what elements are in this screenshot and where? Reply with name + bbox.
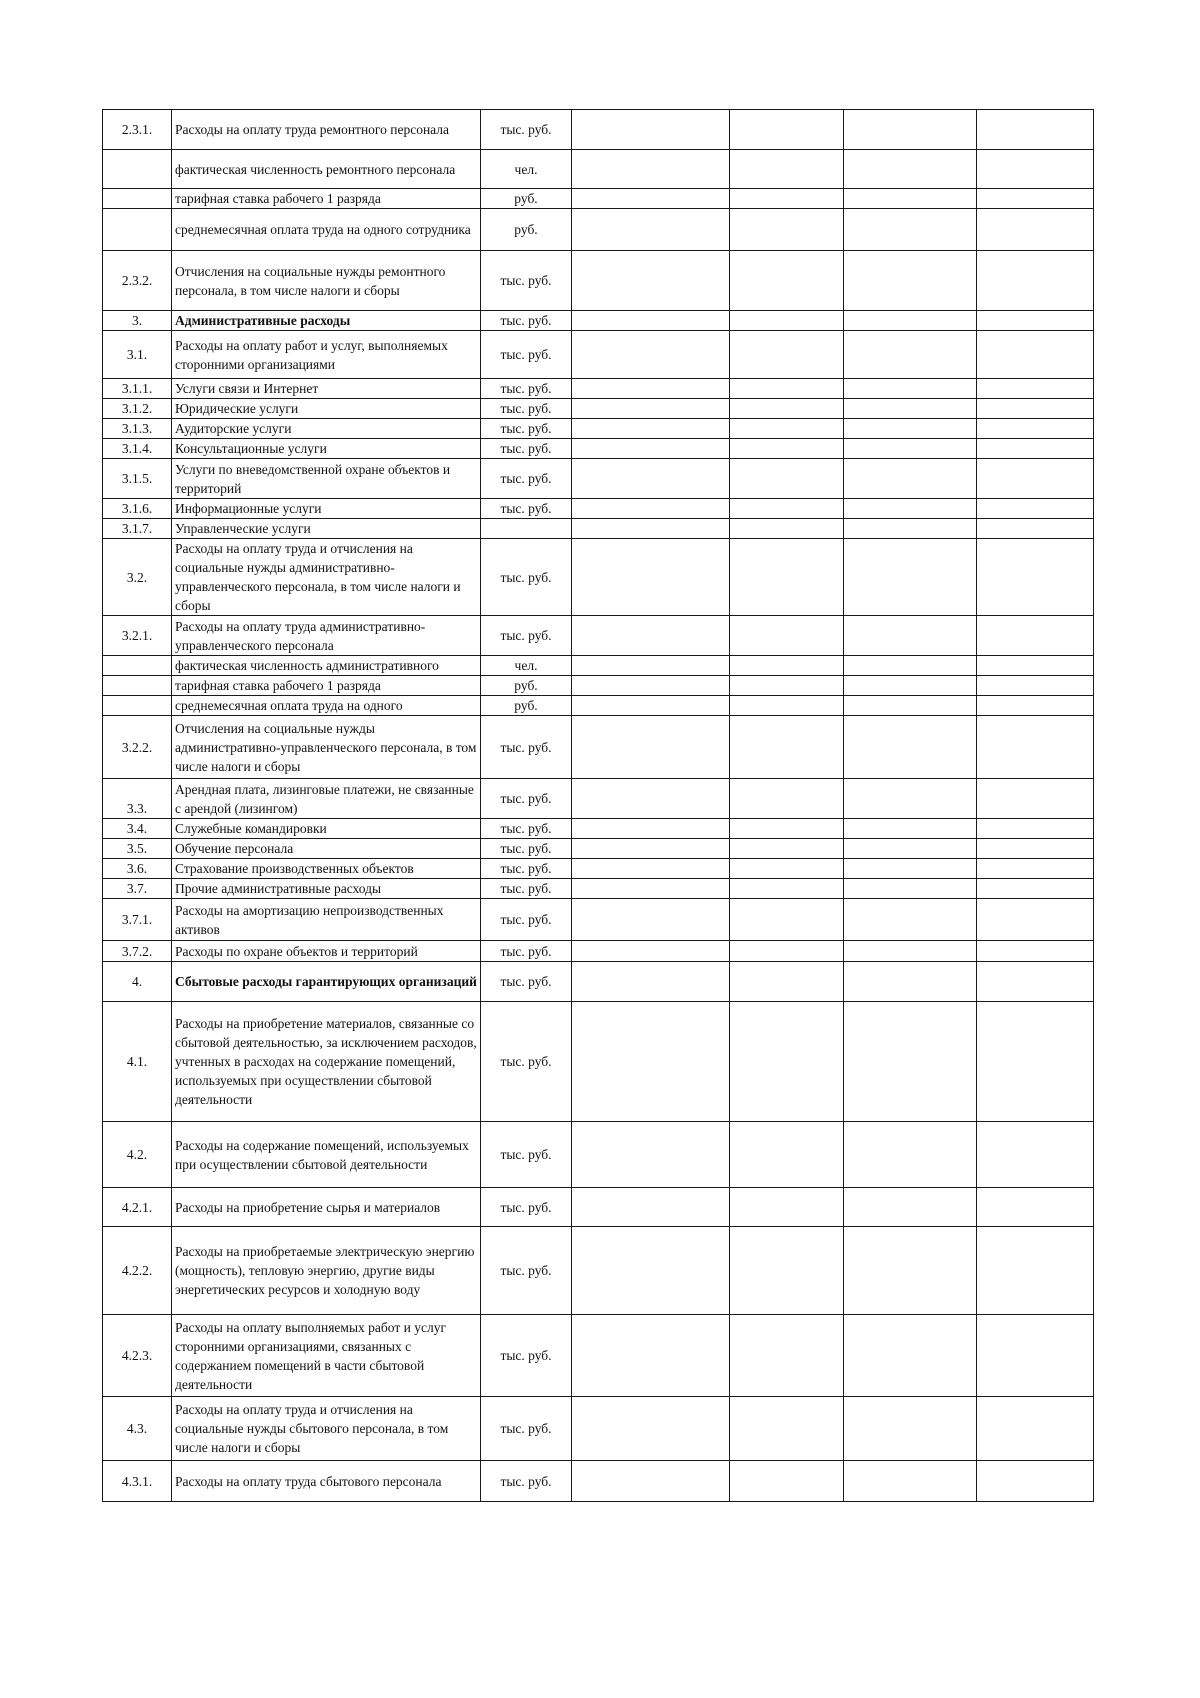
row-name: Расходы на содержание помещений, используемых при осуществлении сбытовой деятельности [172, 1122, 481, 1188]
value-cell [572, 379, 730, 399]
table-body [103, 110, 1094, 1502]
value-cell [572, 110, 730, 150]
table-row [103, 962, 1094, 1002]
value-cell [730, 519, 844, 539]
value-cell [977, 676, 1094, 696]
table-row [103, 716, 1094, 779]
table-row [103, 879, 1094, 899]
row-unit: тыс. руб. [481, 859, 572, 879]
value-cell [977, 110, 1094, 150]
row-name: Расходы на оплату труда сбытового персонала [172, 1461, 481, 1502]
value-cell [572, 150, 730, 189]
table-row [103, 331, 1094, 379]
row-number: 3.7. [103, 879, 172, 899]
value-cell [977, 150, 1094, 189]
value-cell [844, 859, 977, 879]
value-cell [844, 1188, 977, 1227]
value-cell [572, 189, 730, 209]
value-cell [730, 879, 844, 899]
value-cell [844, 379, 977, 399]
value-cell [730, 716, 844, 779]
row-name: Расходы на амортизацию непроизводственных активов [172, 899, 481, 941]
row-name: тарифная ставка рабочего 1 разряда [172, 676, 481, 696]
row-unit: тыс. руб. [481, 1397, 572, 1461]
row-name: Юридические услуги [172, 399, 481, 419]
value-cell [844, 941, 977, 962]
value-cell [844, 819, 977, 839]
row-unit: тыс. руб. [481, 110, 572, 150]
value-cell [730, 150, 844, 189]
value-cell [844, 150, 977, 189]
value-cell [572, 1002, 730, 1122]
row-number: 3.1.1. [103, 379, 172, 399]
row-number: 3.1.5. [103, 459, 172, 499]
row-unit: руб. [481, 696, 572, 716]
value-cell [730, 616, 844, 656]
value-cell [730, 1397, 844, 1461]
value-cell [844, 251, 977, 311]
row-name: Услуги по вневедомственной охране объектов и территорий [172, 459, 481, 499]
value-cell [844, 439, 977, 459]
value-cell [730, 696, 844, 716]
row-number: 4.2.3. [103, 1315, 172, 1397]
table-row [103, 399, 1094, 419]
value-cell [844, 962, 977, 1002]
value-cell [977, 419, 1094, 439]
value-cell [730, 1002, 844, 1122]
row-unit [481, 519, 572, 539]
value-cell [844, 1461, 977, 1502]
row-number: 3.1. [103, 331, 172, 379]
row-number [103, 656, 172, 676]
row-number: 3.2.2. [103, 716, 172, 779]
value-cell [730, 779, 844, 819]
row-name: Прочие административные расходы [172, 879, 481, 899]
value-cell [572, 499, 730, 519]
row-number [103, 209, 172, 251]
value-cell [844, 539, 977, 616]
row-unit: тыс. руб. [481, 962, 572, 1002]
value-cell [730, 819, 844, 839]
value-cell [977, 839, 1094, 859]
row-number: 4.2. [103, 1122, 172, 1188]
value-cell [977, 879, 1094, 899]
row-number: 3.7.2. [103, 941, 172, 962]
row-number: 4. [103, 962, 172, 1002]
row-unit: тыс. руб. [481, 439, 572, 459]
value-cell [977, 209, 1094, 251]
table-row [103, 189, 1094, 209]
row-name: среднемесячная оплата труда на одного сотрудника [172, 209, 481, 251]
row-name: Сбытовые расходы гарантирующих организаций [172, 962, 481, 1002]
value-cell [730, 110, 844, 150]
value-cell [730, 1461, 844, 1502]
table-row [103, 1227, 1094, 1315]
table-row [103, 1315, 1094, 1397]
value-cell [977, 1188, 1094, 1227]
row-name: Расходы по охране объектов и территорий [172, 941, 481, 962]
value-cell [977, 519, 1094, 539]
value-cell [730, 399, 844, 419]
table-row [103, 696, 1094, 716]
value-cell [977, 499, 1094, 519]
row-name: Страхование производственных объектов [172, 859, 481, 879]
value-cell [730, 1227, 844, 1315]
value-cell [977, 459, 1094, 499]
value-cell [977, 696, 1094, 716]
row-name: Расходы на оплату труда и отчисления на социальные нужды административно-управленческого персонала, в том числе налоги и сборы [172, 539, 481, 616]
value-cell [977, 439, 1094, 459]
table-row [103, 839, 1094, 859]
table-row [103, 1397, 1094, 1461]
value-cell [977, 1397, 1094, 1461]
row-number: 3.1.4. [103, 439, 172, 459]
row-name: Аудиторские услуги [172, 419, 481, 439]
row-name: Расходы на приобретение сырья и материалов [172, 1188, 481, 1227]
value-cell [977, 399, 1094, 419]
value-cell [977, 716, 1094, 779]
value-cell [977, 311, 1094, 331]
table-row [103, 251, 1094, 311]
value-cell [977, 962, 1094, 1002]
value-cell [844, 616, 977, 656]
row-number: 3.5. [103, 839, 172, 859]
row-name: Расходы на оплату труда и отчисления на социальные нужды сбытового персонала, в том числе налоги и сборы [172, 1397, 481, 1461]
table-row [103, 539, 1094, 616]
value-cell [977, 1002, 1094, 1122]
value-cell [844, 499, 977, 519]
table-row [103, 616, 1094, 656]
row-unit: тыс. руб. [481, 499, 572, 519]
row-name: Арендная плата, лизинговые платежи, не связанные с арендой (лизингом) [172, 779, 481, 819]
table-row [103, 1188, 1094, 1227]
value-cell [572, 311, 730, 331]
value-cell [844, 839, 977, 859]
value-cell [730, 941, 844, 962]
table-row [103, 779, 1094, 819]
row-unit: тыс. руб. [481, 779, 572, 819]
row-name: Управленческие услуги [172, 519, 481, 539]
value-cell [730, 439, 844, 459]
value-cell [572, 439, 730, 459]
row-number: 4.1. [103, 1002, 172, 1122]
value-cell [572, 779, 730, 819]
value-cell [977, 1461, 1094, 1502]
row-number [103, 696, 172, 716]
row-number: 2.3.1. [103, 110, 172, 150]
row-unit: тыс. руб. [481, 251, 572, 311]
value-cell [844, 189, 977, 209]
value-cell [977, 379, 1094, 399]
row-unit: тыс. руб. [481, 716, 572, 779]
row-name: Отчисления на социальные нужды ремонтного персонала, в том числе налоги и сборы [172, 251, 481, 311]
row-unit: тыс. руб. [481, 819, 572, 839]
row-number: 3.1.6. [103, 499, 172, 519]
row-unit: руб. [481, 676, 572, 696]
row-unit: руб. [481, 209, 572, 251]
row-unit: тыс. руб. [481, 379, 572, 399]
value-cell [977, 819, 1094, 839]
value-cell [730, 419, 844, 439]
value-cell [572, 899, 730, 941]
value-cell [572, 1227, 730, 1315]
row-unit: тыс. руб. [481, 1227, 572, 1315]
table-row [103, 110, 1094, 150]
value-cell [572, 1397, 730, 1461]
value-cell [844, 1002, 977, 1122]
value-cell [844, 331, 977, 379]
value-cell [730, 1315, 844, 1397]
value-cell [730, 189, 844, 209]
value-cell [572, 1461, 730, 1502]
value-cell [730, 251, 844, 311]
table-row [103, 499, 1094, 519]
table-row [103, 819, 1094, 839]
value-cell [730, 379, 844, 399]
row-unit: чел. [481, 656, 572, 676]
value-cell [844, 1315, 977, 1397]
row-number: 4.3.1. [103, 1461, 172, 1502]
row-name: Расходы на оплату выполняемых работ и услуг сторонними организациями, связанных с содержанием помещений в части сбытовой деятельности [172, 1315, 481, 1397]
row-number [103, 189, 172, 209]
row-unit: чел. [481, 150, 572, 189]
value-cell [572, 209, 730, 251]
row-unit: тыс. руб. [481, 331, 572, 379]
table-row [103, 656, 1094, 676]
table-row [103, 209, 1094, 251]
row-name: Служебные командировки [172, 819, 481, 839]
value-cell [844, 1227, 977, 1315]
value-cell [572, 819, 730, 839]
value-cell [572, 1122, 730, 1188]
value-cell [730, 331, 844, 379]
table-row [103, 859, 1094, 879]
row-name: Консультационные услуги [172, 439, 481, 459]
row-unit: тыс. руб. [481, 1122, 572, 1188]
value-cell [844, 1397, 977, 1461]
row-number: 3.6. [103, 859, 172, 879]
value-cell [572, 399, 730, 419]
row-unit: тыс. руб. [481, 941, 572, 962]
value-cell [572, 716, 730, 779]
value-cell [572, 251, 730, 311]
table-row [103, 150, 1094, 189]
value-cell [572, 616, 730, 656]
row-name: Административные расходы [172, 311, 481, 331]
row-name: Расходы на оплату работ и услуг, выполняемых сторонними организациями [172, 331, 481, 379]
row-number: 3.2. [103, 539, 172, 616]
row-number: 3.1.7. [103, 519, 172, 539]
value-cell [977, 616, 1094, 656]
value-cell [844, 519, 977, 539]
row-name: Расходы на оплату труда ремонтного персонала [172, 110, 481, 150]
row-unit: тыс. руб. [481, 1002, 572, 1122]
value-cell [844, 676, 977, 696]
value-cell [730, 859, 844, 879]
value-cell [730, 311, 844, 331]
row-name: Обучение персонала [172, 839, 481, 859]
value-cell [730, 899, 844, 941]
cost-table [102, 109, 1094, 1502]
value-cell [730, 676, 844, 696]
value-cell [844, 209, 977, 251]
table-row [103, 1461, 1094, 1502]
value-cell [977, 779, 1094, 819]
value-cell [572, 419, 730, 439]
table-row [103, 519, 1094, 539]
row-unit: тыс. руб. [481, 1188, 572, 1227]
row-name: Расходы на приобретение материалов, связанные со сбытовой деятельностью, за исключением расходов, учтенных в расходах на содержание помещений, используемых при осуществлении сбытовой деятельности [172, 1002, 481, 1122]
value-cell [730, 459, 844, 499]
row-unit: тыс. руб. [481, 899, 572, 941]
value-cell [977, 331, 1094, 379]
row-unit: руб. [481, 189, 572, 209]
value-cell [572, 539, 730, 616]
value-cell [572, 519, 730, 539]
value-cell [730, 539, 844, 616]
row-unit: тыс. руб. [481, 539, 572, 616]
row-name: фактическая численность ремонтного персонала [172, 150, 481, 189]
row-unit: тыс. руб. [481, 839, 572, 859]
value-cell [572, 676, 730, 696]
row-name: Услуги связи и Интернет [172, 379, 481, 399]
value-cell [572, 879, 730, 899]
row-number: 3.7.1. [103, 899, 172, 941]
table-row [103, 899, 1094, 941]
value-cell [844, 419, 977, 439]
value-cell [572, 962, 730, 1002]
row-number: 3.4. [103, 819, 172, 839]
value-cell [730, 1122, 844, 1188]
value-cell [730, 209, 844, 251]
value-cell [977, 656, 1094, 676]
table-row [103, 1002, 1094, 1122]
value-cell [844, 879, 977, 899]
value-cell [730, 656, 844, 676]
row-unit: тыс. руб. [481, 616, 572, 656]
value-cell [844, 399, 977, 419]
value-cell [844, 1122, 977, 1188]
value-cell [844, 656, 977, 676]
value-cell [844, 779, 977, 819]
value-cell [730, 1188, 844, 1227]
table-row [103, 1122, 1094, 1188]
table-row [103, 676, 1094, 696]
value-cell [977, 539, 1094, 616]
row-number [103, 150, 172, 189]
value-cell [572, 859, 730, 879]
value-cell [572, 331, 730, 379]
table-row [103, 419, 1094, 439]
row-name: Отчисления на социальные нужды административно-управленческого персонала, в том числе налоги и сборы [172, 716, 481, 779]
row-name: среднемесячная оплата труда на одного [172, 696, 481, 716]
value-cell [572, 839, 730, 859]
row-number: 3. [103, 311, 172, 331]
row-number: 3.1.3. [103, 419, 172, 439]
value-cell [844, 459, 977, 499]
row-number: 4.2.1. [103, 1188, 172, 1227]
value-cell [730, 499, 844, 519]
row-name: тарифная ставка рабочего 1 разряда [172, 189, 481, 209]
value-cell [572, 696, 730, 716]
value-cell [730, 962, 844, 1002]
row-number [103, 676, 172, 696]
row-unit: тыс. руб. [481, 399, 572, 419]
value-cell [572, 459, 730, 499]
value-cell [844, 716, 977, 779]
value-cell [844, 696, 977, 716]
value-cell [844, 311, 977, 331]
row-name: Расходы на приобретаемые электрическую энергию (мощность), тепловую энергию, другие виды энергетических ресурсов и холодную воду [172, 1227, 481, 1315]
row-number: 4.3. [103, 1397, 172, 1461]
row-unit: тыс. руб. [481, 419, 572, 439]
row-unit: тыс. руб. [481, 1315, 572, 1397]
table-row [103, 439, 1094, 459]
row-unit: тыс. руб. [481, 311, 572, 331]
value-cell [977, 1315, 1094, 1397]
value-cell [844, 110, 977, 150]
value-cell [844, 899, 977, 941]
value-cell [977, 1227, 1094, 1315]
table-row [103, 459, 1094, 499]
row-number: 3.3. [103, 779, 172, 819]
value-cell [730, 839, 844, 859]
row-number: 2.3.2. [103, 251, 172, 311]
value-cell [977, 859, 1094, 879]
value-cell [572, 1315, 730, 1397]
value-cell [572, 941, 730, 962]
value-cell [977, 189, 1094, 209]
row-name: Информационные услуги [172, 499, 481, 519]
row-unit: тыс. руб. [481, 879, 572, 899]
table-row [103, 941, 1094, 962]
row-name: фактическая численность административного [172, 656, 481, 676]
table-row [103, 379, 1094, 399]
value-cell [977, 941, 1094, 962]
value-cell [977, 251, 1094, 311]
value-cell [572, 1188, 730, 1227]
row-unit: тыс. руб. [481, 1461, 572, 1502]
row-number: 3.2.1. [103, 616, 172, 656]
row-unit: тыс. руб. [481, 459, 572, 499]
value-cell [572, 656, 730, 676]
row-number: 3.1.2. [103, 399, 172, 419]
row-name: Расходы на оплату труда административно-управленческого персонала [172, 616, 481, 656]
row-number: 4.2.2. [103, 1227, 172, 1315]
value-cell [977, 899, 1094, 941]
value-cell [977, 1122, 1094, 1188]
table-row [103, 311, 1094, 331]
